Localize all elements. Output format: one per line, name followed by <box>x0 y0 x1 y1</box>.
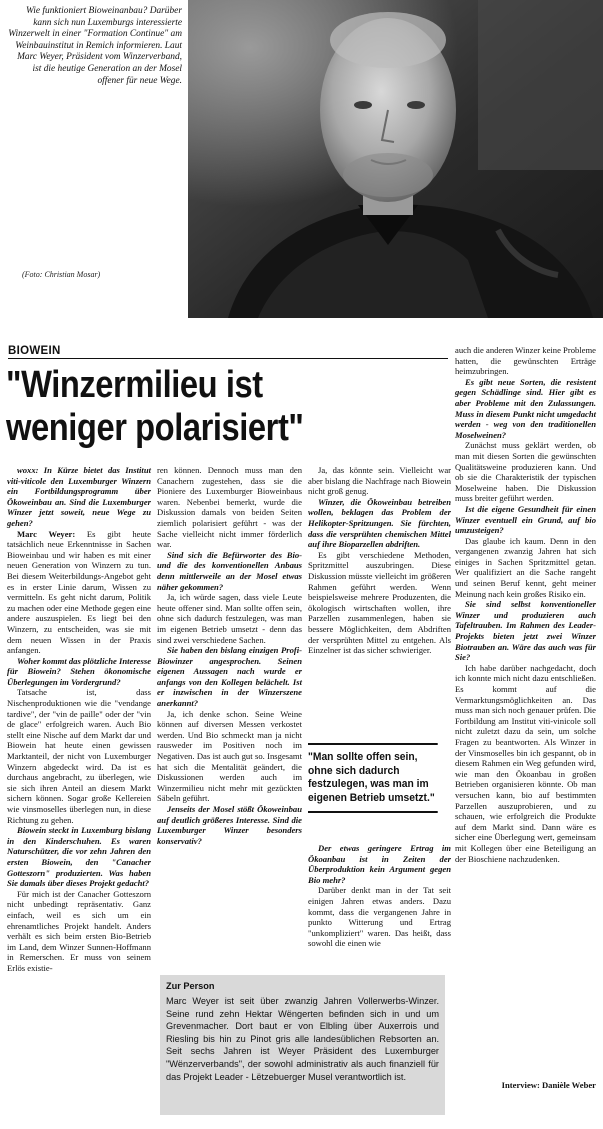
interview-question <box>7 825 151 889</box>
interview-answer <box>455 440 596 504</box>
paragraph-text: Es gibt verschiedene Methoden, Spritzmittel auszubringen. Diese Diskussion müsste vielleicht im größeren Rahmen geführt werden. Wenn beispielsweise mehrere Produzenten, die ökologisch wirtschaften wollen, ihre Parzellen zusammenlegen, haben sie bessere Möglichkeiten, dem Abdriften der versprühten Mittel zu entgehen. Als Einzelner ist das sicher schwieriger. <box>308 549 451 656</box>
paragraph-text: Woher kommt das plötzliche Interesse für Biowein? Stehen ökonomische Überlegungen im Vordergrund? <box>7 655 152 687</box>
paragraph-text: Sie sind selbst konventioneller Winzer und produzieren auch Tafeltrauben. Im Rahmen des Leader-Projekts bieten jetzt zwei Winzer Biotrauben an. Wäre das auch was für Sie? <box>455 599 596 663</box>
article-headline: "Winzermilieu ist weniger polarisiert" <box>6 364 304 449</box>
interview-question <box>308 497 451 550</box>
paragraph-text: Tatsache ist, dass Nischenproduktionen wie die "vendange tardive", der "vin de paille" oder der "vin de glace" erfolgreich waren. Auch Bio stellt eine Nische auf dem Markt dar und Biowein hat heute einen gewissen Marktanteil, der nicht von Luxemburger Winzern abgedeckt wird. Da ist es durchaus angebracht, zu überlegen, wie sie sich ihren Anteil an diesem Markt sichern können. Sogar große Kellereien wie vinsmoselles überlegen nun, in diese Richtung zu gehen. <box>7 687 151 825</box>
interview-answer <box>455 663 596 864</box>
profile-box-title: Zur Person <box>166 981 215 991</box>
article-column-1 <box>7 465 151 974</box>
article-column-3 <box>308 465 451 656</box>
paragraph-text: Das glaube ich kaum. Denn in den vergangenen zwanzig Jahren hat sich einiges in Sachen Spritzmittel getan. Wer qualifiziert an die Sache rangeht und seinen Beruf kennt, geht meiner Meinung nach kein großes Risiko ein. <box>455 535 596 599</box>
paragraph-text: Ist die eigene Gesundheit für einen Winzer eventuell ein Grund, auf bio umzusteigen? <box>455 503 596 536</box>
interview-question <box>455 377 596 441</box>
paragraph-text: Ich habe darüber nachgedacht, doch ich konnte mich nicht dazu entschließen. Es kommt auf die Vermarktungsmöglichkeiten an. Das muss man sich noch genauer prüfen. Die Fortbildung am Institut viti-vinicole soll nicht zuletzt dazu da sein, um solche Fragen zu beantworten. Als Winzer in der Vinsmoselles bin ich gespannt, ob in diesem Rahmen ein Weg gefunden wird, wie man den Ökoanbau in großen Betrieben organisieren könnte. Ob man versuchen kann, bio auf bestimmten Parzellen auszuprobieren, und zu schauen, wie erfolgreich die Produkte auf dem Markt sind. Dann wäre es sicher eine Überlegung wert, gemeinsam mit Kollegen über eine Beteiligung an der Bioschiene nachzudenken. <box>455 662 596 864</box>
interview-question <box>455 599 596 663</box>
photo-section <box>0 0 603 318</box>
interview-answer <box>7 687 151 825</box>
interview-signature: Interview: Danièle Weber <box>501 1080 596 1090</box>
interview-answer <box>308 465 451 497</box>
portrait-photo <box>188 0 603 318</box>
article-column-4 <box>455 345 596 864</box>
paragraph-text: auch die anderen Winzer keine Probleme hatten, die gewünschten Erträge heimzubringen. <box>455 345 596 377</box>
interview-answer <box>455 536 596 600</box>
interview-question <box>7 656 151 688</box>
interview-question <box>7 465 151 529</box>
interview-answer <box>455 345 596 377</box>
paragraph-text: Darüber denkt man in der Tat seit einigen Jahren etwas anders. Dazu kommt, dass die vergangenen Jahre in punkto Witterung und Ertrag "unkompliziert" waren. Das heißt, dass sowohl die einen wie <box>308 885 451 949</box>
paragraph-text: Sind sich die Befürworter des Bio- und die des konventionellen Anbaus denn mittlerweile an der Mosel etwas näher gekommen? <box>157 549 302 592</box>
paragraph-text: Ja, ich würde sagen, dass viele Leute heute offener sind. Man sollte offen sein, ohne sich dadurch festzulegen, was man im eigenen Betrieb umsetzt - denn das sind zwei verschiedene Sachen. <box>157 592 302 645</box>
interview-answer <box>157 592 302 645</box>
interview-question <box>157 550 302 592</box>
section-rubric: BIOWEIN <box>8 345 61 357</box>
interview-question <box>157 645 302 709</box>
paragraph-text: Jenseits der Mosel stößt Ökoweinbau auf deutlich größeres Interesse. Sind die Luxemburger Winzer besonders konservativ? <box>157 804 302 846</box>
interview-question <box>308 843 451 885</box>
paragraph-text: ren können. Dennoch muss man den Canachern zugestehen, dass sie die Pioniere des Luxemburger Bioweinbaus waren. Nebenbei bemerkt, wurde die Diskussion damals von beiden Seiten ziemlich polarisiert geführt - was der Sache vielleicht nicht immer förderlich war. <box>157 465 302 550</box>
paragraph-text: Der etwas geringere Ertrag im Ökoanbau ist in Zeiten der Überproduktion kein Argument gegen Bio mehr? <box>308 843 451 885</box>
photo-credit: (Foto: Christian Mosar) <box>22 270 101 279</box>
interview-answer <box>157 465 302 550</box>
profile-box-text: Marc Weyer ist seit über zwanzig Jahren Vollerwerbs-Winzer. Seine rund zehn Hektar Wëngerten befinden sich in und um Grevenmacher. Dort baut er von Elbling über Auxerrois und Riesling bis hin zu Pinot gris alle landesüblichen Rebsorten an. Seit sechs Jahren ist Weyer Präsident des Luxemburger "Wënzerverbands", der sowohl administrativ als auch finanziell für das Projekt Leader - Lëtzebuerger Musel verantwortlich ist. <box>166 996 439 1082</box>
paragraph-text: Ja, das könnte sein. Vielleicht war aber bislang die Nachfrage nach Biowein nicht groß genug. <box>308 465 451 497</box>
article-column-3-continued <box>308 843 451 949</box>
interview-question <box>157 804 302 846</box>
profile-box <box>160 975 445 1115</box>
paragraph-text: Für mich ist der Canacher Gotteszorn nicht unbedingt repräsentativ. Ganz einfach, weil es sich um ein ehrenamtliches Projekt handelt. Anders verhält es sich beim ersten Bio-Betrieb im Land, dem Winzer Sunnen-Hoffmann in Remerschen. Er muss von seinem Erlös existie- <box>7 888 151 973</box>
paragraph-text: Es gibt neue Sorten, die resistent gegen Schädlinge sind. Hier gibt es aber Probleme mit den Zulassungen. Muss in diesem Punkt nicht umgedacht werden - weg von den traditionellen Moselweinen? <box>455 376 596 440</box>
paragraph-text: Biowein steckt in Luxemburg bislang in den Kinderschuhen. Es waren Naturschützer, die vor zehn Jahren den ersten Biowein, den "Canacher Gotteszorn" produzierten. Was haben Sie damals über dieses Projekt gedacht? <box>7 825 151 889</box>
paragraph-text: woxx: In Kürze bietet das Institut viti-viticole den Luxemburger Winzern ein Fortbildungsprogramm über Ökoweinbau an. Sind die Luxemburger Winzer jetzt soweit, neue Wege zu gehen? <box>7 465 151 528</box>
interview-answer <box>157 709 302 804</box>
interview-answer <box>308 550 451 656</box>
article-column-2 <box>157 465 302 846</box>
photo-caption: Wie funktioniert Bioweinanbau? Darüber kann sich nun Luxemburgs interessierte Winzerwelt in einer "Formation Continue" am Weinbauinstitut in Remich informieren. Laut Marc Weyer, Präsident vom Winzerverband, ist die heutige Generation an der Mosel offener für neue Wege. <box>8 6 182 86</box>
interview-answer <box>308 885 451 949</box>
portrait-illustration <box>188 0 603 318</box>
pull-quote: "Man sollte offen sein, ohne sich dadurch festzulegen, was man im eigenen Betrieb umsetzt." <box>308 743 438 813</box>
paragraph-text: Zunächst muss geklärt werden, ob man mit diesen Sorten die gewünschten Qualitätsweine produzieren kann. Und ob sie die Charakteristik der typischen Moselweine haben. Die Diskussion muss breiter geführt werden. <box>455 440 596 504</box>
paragraph-text: Sie haben den bislang einzigen Profi-Biowinzer angesprochen. Seinen eigenen Aussagen nach wurde er anfangs von den Kollegen belächelt. Ist er inzwischen in der Winzerszene anerkannt? <box>157 645 302 709</box>
rubric-divider <box>8 358 448 359</box>
interview-answer <box>7 529 151 656</box>
paragraph-text: Ja, ich denke schon. Seine Weine können auf diversen Messen verkostet werden. Und Bio schmeckt man ja nicht rausweder im Positiven noch im Negativen. Das ist auch gut so. Insgesamt hat sich die Mentalität geändert, die Diskussionen werden auch im Winzermilieu nicht mehr mit gezückten Säbeln geführt. <box>157 708 302 804</box>
interview-question <box>455 504 596 536</box>
paragraph-text: Winzer, die Ökoweinbau betreiben wollen, beklagen das Problem der Helikopter-Spritzungen. Sie fürchten, dass die versprühten chemischen Mittel auf ihre Bioparzellen abdriften. <box>308 496 451 550</box>
interview-answer <box>7 889 151 974</box>
speaker-name: Marc Weyer: <box>17 528 76 539</box>
paragraph-text: Es gibt heute tatsächlich neue Erkenntnisse in Sachen Bioweinbau und wir haben es mit einer neuen Generation von Winzern zu tun. Bei diesem Weiterbildungs-Angebot geht es in erster Linie darum, Wissen zu vermitteln. Es geht nicht darum, Politik zu machen oder eine Methode gegen eine andere auszuspielen. Es liegt bei den Winzern, zu entscheiden, was sie mit dem neuen Wissen in der Praxis anfangen. <box>7 528 151 656</box>
